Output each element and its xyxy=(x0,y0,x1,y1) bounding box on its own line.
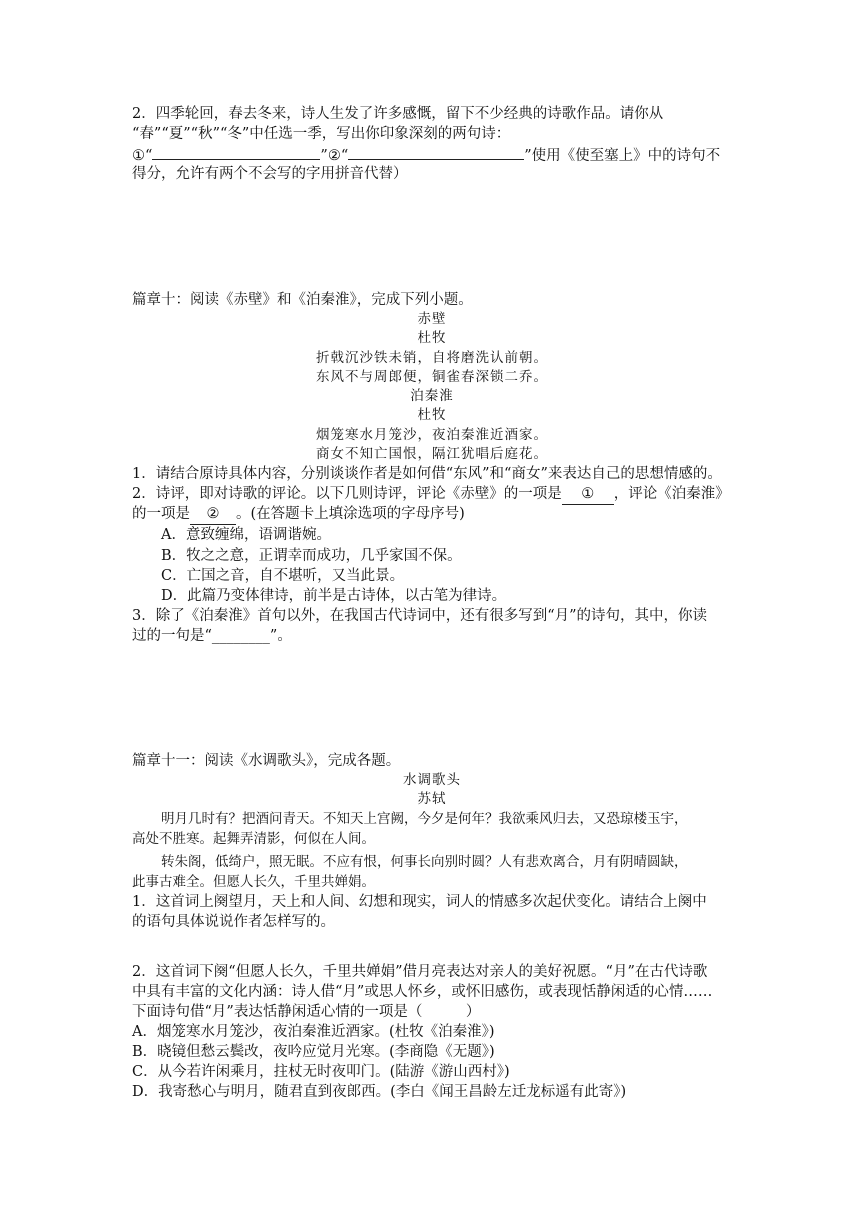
ch10-question-1: 1．请结合原诗具体内容，分别谈谈作者是如何借“东风”和“商女”来表达自己的思想情感的。 xyxy=(132,466,722,482)
answer-blank-1[interactable] xyxy=(152,144,320,160)
ch11-option-b: B．晓镜但愁云鬓改，夜吟应觉月光寒。(李商隐《无题》) xyxy=(132,1044,495,1060)
poem2-author: 杜牧 xyxy=(417,407,447,423)
q2-text-c: 的一项是 xyxy=(132,506,190,522)
ch11-question-1-line-2: 的语句具体说说作者怎样写的。 xyxy=(132,914,335,930)
q2-line-4: 得分，允许有两个不会写的字用拼音代替） xyxy=(132,166,408,182)
chapter10-heading: 篇章十：阅读《赤壁》和《泊秦淮》，完成下列小题。 xyxy=(132,292,473,308)
poem3-title: 水调歌头 xyxy=(403,772,461,788)
ch11-question-2-line-3: 下面诗句借“月”表达恬静闲适心情的一项是（ ） xyxy=(132,1004,481,1020)
ch11-option-a: A．烟笼寒水月笼沙，夜泊秦淮近酒家。(杜牧《泊秦淮》) xyxy=(132,1024,495,1040)
answer-prefix-2: ”②“ xyxy=(320,148,349,164)
q2-line-2: “春”“夏”“秋”“冬”中任选一季，写出你印象深刻的两句诗： xyxy=(132,126,511,142)
poem2-line-2: 商女不知亡国恨，隔江犹唱后庭花。 xyxy=(316,446,548,462)
q2-text-b: ，评论《泊秦淮》 xyxy=(613,486,730,502)
q2-text-a: 2．诗评，即对诗歌的评论。以下几则诗评，评论《赤壁》的一项是 xyxy=(132,486,562,502)
q2-line-1: 2．四季轮回，春去冬来，诗人生发了许多感慨，留下不少经典的诗歌作品。请你从 xyxy=(132,106,664,122)
answer-blank-2[interactable] xyxy=(348,144,524,160)
ch10-option-b: B．牧之之意，正谓幸而成功，几乎家国不保。 xyxy=(161,548,462,564)
poem3-para-1-line-1: 明月几时有？把酒问青天。不知天上宫阙，今夕是何年？我欲乘风归去，又恐琼楼玉宇， xyxy=(161,811,688,827)
poem3-para-2-line-1: 转朱阁，低绮户，照无眠。不应有恨，何事长向别时圆？人有悲欢离合，月有阴晴圆缺， xyxy=(161,854,688,870)
q2-answer-line xyxy=(132,144,732,166)
ch11-option-c: C．从今若许闲乘月，拄杖无时夜叩门。(陆游《游山西村》) xyxy=(132,1064,510,1080)
ch10-option-c: C．亡国之音，自不堪听，又当此景。 xyxy=(161,568,405,584)
poem1-line-2: 东风不与周郎便，铜雀春深锁二乔。 xyxy=(316,369,548,385)
answer-suffix: ”使用《使至塞上》中的诗句不 xyxy=(524,148,721,164)
answer-blank-circle-1[interactable]: ① xyxy=(562,484,614,505)
poem2-title: 泊秦淮 xyxy=(410,388,454,404)
ch10-question-2-line-2 xyxy=(132,504,732,525)
chapter11-heading: 篇章十一：阅读《水调歌头》，完成各题。 xyxy=(132,753,401,769)
ch11-question-2-line-2: 中具有丰富的文化内涵：诗人借“月”或思人怀乡，或怀旧感伤，或表现恬静闲适的心情…… xyxy=(132,984,713,1000)
answer-prefix-1: ①“ xyxy=(132,148,153,164)
poem3-para-2-line-2: 此事古难全。但愿人长久，千里共婵娟。 xyxy=(132,874,375,890)
poem1-author: 杜牧 xyxy=(417,330,447,346)
ch10-option-d: D．此篇乃变体律诗，前半是古诗体，以古笔为律诗。 xyxy=(161,588,507,604)
poem1-title: 赤壁 xyxy=(417,311,447,327)
ch10-question-2-line-1 xyxy=(132,484,732,505)
q2-text-d: 。(在答题卡上填涂选项的字母序号) xyxy=(236,506,465,522)
ch11-question-1-line-1: 1．这首词上阕望月，天上和人间、幻想和现实，词人的情感多次起伏变化。请结合上阕中 xyxy=(132,894,707,910)
ch11-question-2-line-1: 2．这首词下阕“但愿人长久，千里共婵娟”借月亮表达对亲人的美好祝愿。“月”在古代诗歌 xyxy=(132,964,708,980)
ch10-option-a: A．意致缠绵，语调谐婉。 xyxy=(161,527,331,543)
ch10-question-3-line-2: 过的一句是“________”。 xyxy=(132,628,292,644)
poem1-line-1: 折戟沉沙铁未销，自将磨洗认前朝。 xyxy=(316,350,548,366)
answer-blank-circle-2[interactable]: ② xyxy=(190,504,236,525)
poem3-author: 苏轼 xyxy=(417,791,447,807)
ch11-option-d: D．我寄愁心与明月，随君直到夜郎西。(李白《闻王昌龄左迁龙标遥有此寄》) xyxy=(132,1084,627,1100)
poem3-para-1-line-2: 高处不胜寒。起舞弄清影，何似在人间。 xyxy=(132,831,375,847)
ch10-question-3-line-1: 3．除了《泊秦淮》首句以外，在我国古代诗词中，还有很多写到“月”的诗句，其中，你读 xyxy=(132,608,708,624)
poem2-line-1: 烟笼寒水月笼沙，夜泊秦淮近酒家。 xyxy=(316,427,548,443)
